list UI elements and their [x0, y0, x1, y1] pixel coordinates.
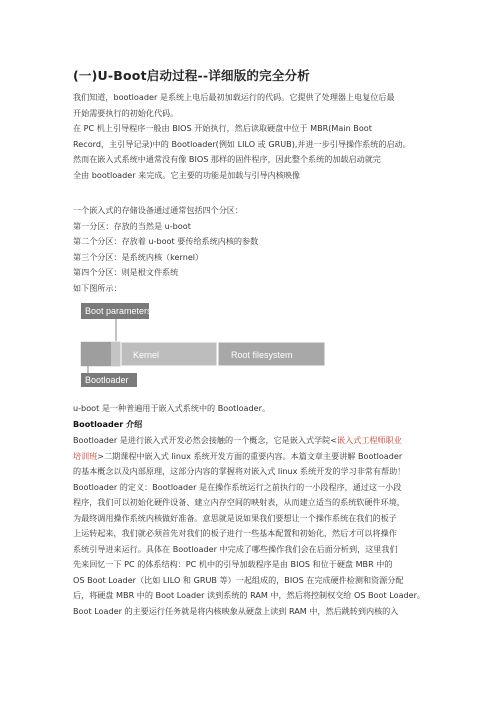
intro-line: Record，主引导记录)中的 Bootloader(例如 LILO 或 GRUB),并进一步引导操作系统的启动。 [73, 138, 411, 149]
body-paragraph [73, 433, 426, 619]
partition-line: 一个嵌入式的存储设备通过通常包括四个分区： [73, 205, 243, 215]
partition-line: 第二个分区：存放着 u-boot 要传给系统内核的参数 [73, 236, 259, 246]
body-line: 为最终调用操作系统内核做好准备。意思就是说如果我们要想让一个操作系统在我们的板子 [73, 512, 397, 523]
body-line: 程序，我们可以初始化硬件设备、建立内存空间的映射表，从而建立适当的系统软硬件环境， [73, 497, 405, 507]
body-line: OS Boot Loader（比如 LILO 和 GRUB 等）一起组成的，BIOS 在完成硬件检测和资源分配 [73, 574, 404, 585]
root-filesystem-label: Root filesystem [231, 350, 293, 360]
document-title: (一)U-Boot启动过程--详细版的完全分析 [73, 68, 310, 83]
section-heading [73, 417, 419, 433]
body-line: 的基本概念以及内部原理，这部分内容的掌握将对嵌入式 linux 系统开发的学习非常有帮助！ [73, 466, 406, 476]
body-line: Boot Loader 的主要运行任务就是将内核映象从硬盘上读到 RAM 中，然后跳转到内核的入 [73, 605, 399, 616]
uboot-sentence [73, 401, 419, 417]
section-heading-text: Bootloader 介绍 [73, 419, 143, 429]
partition-line: 第一分区：存放的当然是 u-boot [73, 220, 191, 231]
intro-line: 开始需要执行的初始化代码。 [73, 107, 179, 118]
body-line: 系统引导进来运行。具体在 Bootloader 中完成了哪些操作我们会在后面分析到，这里我们 [73, 543, 398, 554]
intro-paragraph [73, 90, 419, 183]
intro-line: 在 PC 机上引导程序一般由 BIOS 开始执行，然后读取硬盘中位于 MBR(Main Boot [73, 123, 372, 133]
body-line: 后，将硬盘 MBR 中的 Boot Loader 读到系统的 RAM 中，然后将控制权交给 OS Boot Loader。 [73, 590, 426, 600]
boot-parameters-block [81, 303, 152, 319]
body-line: 培训班>二期课程中嵌入式 linux 系统开发方面的重要内容。本篇文章主要讲解 Bootloader [73, 450, 403, 461]
partition-line: 第四个分区：则是根文件系统 [73, 267, 179, 277]
partition-line: 第三个分区：是系统内核（kernel） [73, 251, 204, 262]
uboot-line: u-boot 是一种普遍用于嵌入式系统中的 Bootloader。 [73, 403, 271, 413]
kernel-label: Kernel [133, 350, 160, 360]
body-line: 先来回忆一下 PC 的体系结构：PC 机中的引导加载程序是由 BIOS 和位于硬盘 MBR 中的 [73, 559, 393, 569]
storage-layout-diagram [78, 301, 328, 387]
intro-line: 然而在嵌入式系统中通常没有像 BIOS 那样的固件程序，因此整个系统的加载启动就完 [73, 154, 381, 164]
boot-parameters-segment [111, 342, 121, 366]
body-line: 上运转起来，我们就必须首先对我们的板子进行一些基本配置和初始化，然后才可以将操作 [73, 528, 397, 538]
partition-bar [81, 342, 325, 366]
partition-list [73, 203, 419, 296]
bootloader-block [81, 373, 137, 387]
intro-line: 我们知道，bootloader 是系统上电后最初加载运行的代码。它提供了处理器上电复位后最 [73, 92, 395, 102]
bootloader-label: Bootloader [85, 375, 129, 385]
intro-line: 全由 bootloader 来完成。它主要的功能是加载与引导内核映像 [73, 169, 301, 180]
bootloader-segment [81, 342, 111, 366]
partition-line: 如下图所示： [73, 282, 122, 293]
training-link[interactable]: 培训班 [73, 450, 98, 461]
boot-parameters-label: Boot parameters [85, 306, 152, 316]
body-line: Bootloader 是进行嵌入式开发必然会接触的一个概念，它是嵌入式学院<嵌入式工程师职业 [73, 435, 402, 445]
training-link[interactable]: 嵌入式工程师职业 [337, 435, 402, 445]
body-line: Bootloader 的定义：Bootloader 是在操作系统运行之前执行的一小段程序，通过这一小段 [73, 481, 402, 492]
